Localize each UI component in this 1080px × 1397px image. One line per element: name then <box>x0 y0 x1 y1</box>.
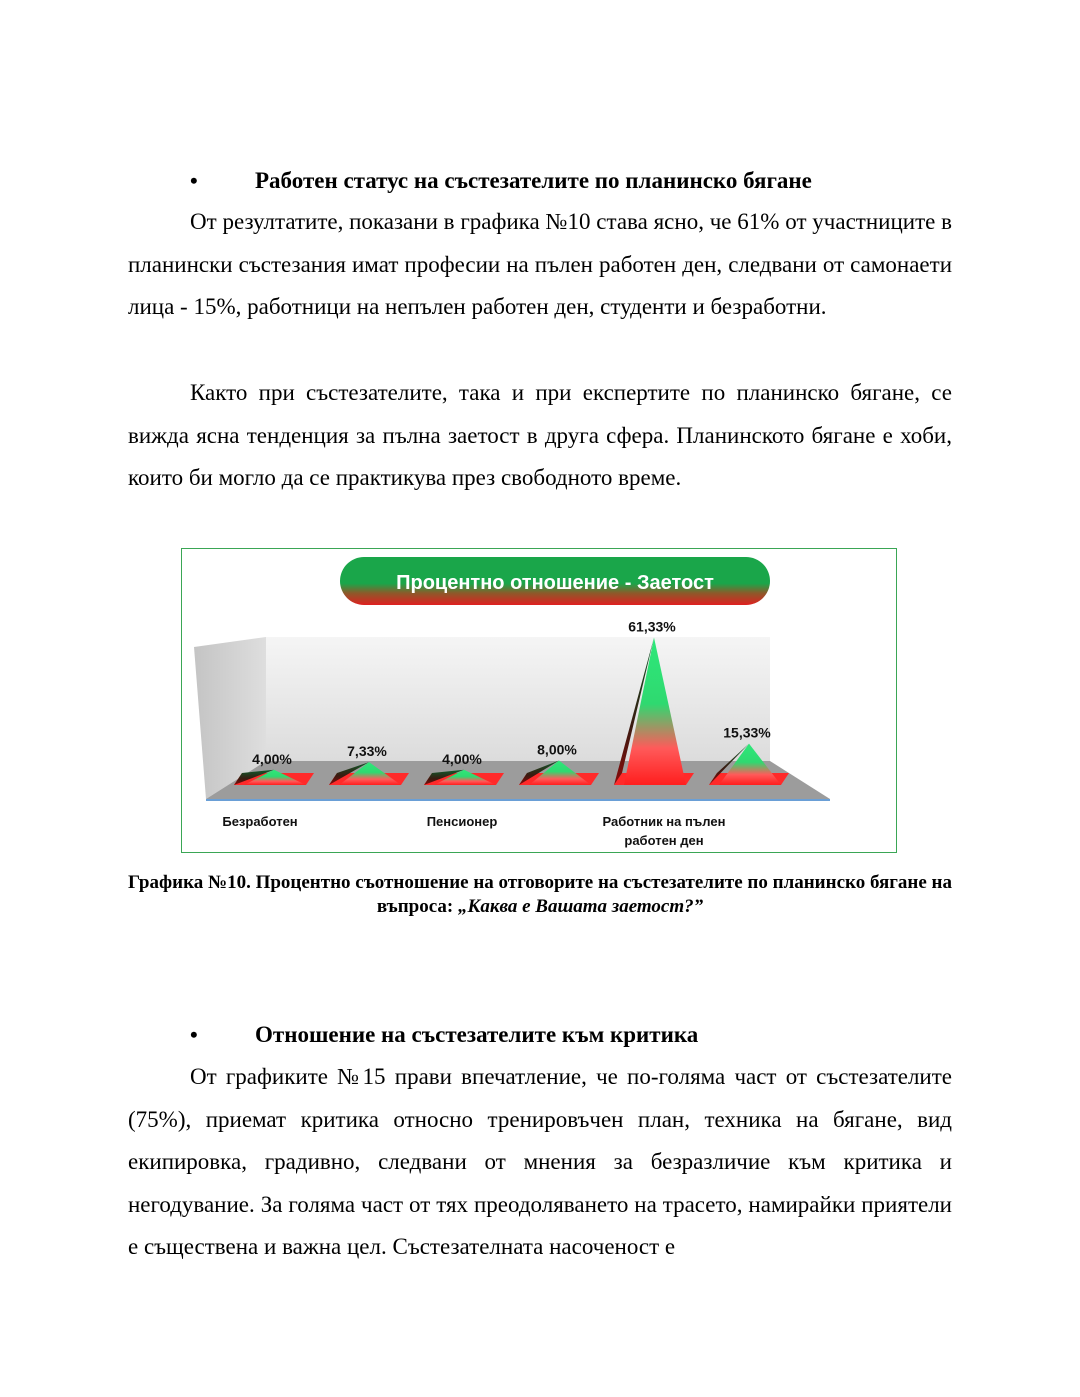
chart-category-label: Работник на пълен работен ден <box>602 814 726 848</box>
chart-category-label: Пенсионер <box>426 814 498 829</box>
caption-main: Графика №10. Процентно съотношение на отговорите на състезателите по планинско бягане на въпроса: <box>128 872 952 917</box>
section1-heading-text: Работен статус на състезателите по планинско бягане <box>255 168 812 193</box>
chart-data-label: 4,00% <box>442 750 482 767</box>
chart-category-labels <box>222 814 725 848</box>
section2-heading-text: Отношение на състезателите към критика <box>255 1022 699 1047</box>
caption-question: „Каква е Вашата заетост?” <box>457 896 704 917</box>
chart-data-label: 8,00% <box>537 741 577 758</box>
bullet-icon: • <box>190 168 198 193</box>
chart-title: Процентно отношение - Заетост <box>396 572 714 594</box>
chart-data-label: 7,33% <box>347 743 387 760</box>
section1-paragraph2: Както при състезателите, така и при експертите по планинско бягане, се вижда ясна тенденция за пълна заетост в друга сфера. Планинското бягане е хоби, които би могло да се практикува през свободното време. <box>128 380 952 491</box>
section2-paragraph1: От графиките №15 прави впечатление, че по-голяма част от състезателите (75%), приемат критика относно тренировъчен план, техника на бягане, вид екипировка, градивно, следвани от мнения за безразличие към критика и негодувание. За голяма част от тях преодоляването на трасето, намирайки приятели е съществена и важна цел. Състезателната насоченост е <box>128 1064 952 1260</box>
section1-paragraph1: От резултатите, показани в графика №10 става ясно, че 61% от участниците в планински състезания имат професии на пълен работен ден, следвани от самонаети лица - 15%, работници на непълен работен ден, студенти и безработни. <box>128 209 952 320</box>
employment-chart <box>181 548 897 853</box>
bullet-icon: • <box>190 1022 198 1047</box>
chart-category-label: Безработен <box>222 814 298 829</box>
chart-canvas <box>182 549 898 854</box>
chart-data-label: 61,33% <box>628 618 676 635</box>
chart-back-wall <box>266 637 770 761</box>
chart-data-label: 15,33% <box>723 724 771 741</box>
chart-data-label: 4,00% <box>252 750 292 767</box>
chart-caption <box>110 871 970 919</box>
